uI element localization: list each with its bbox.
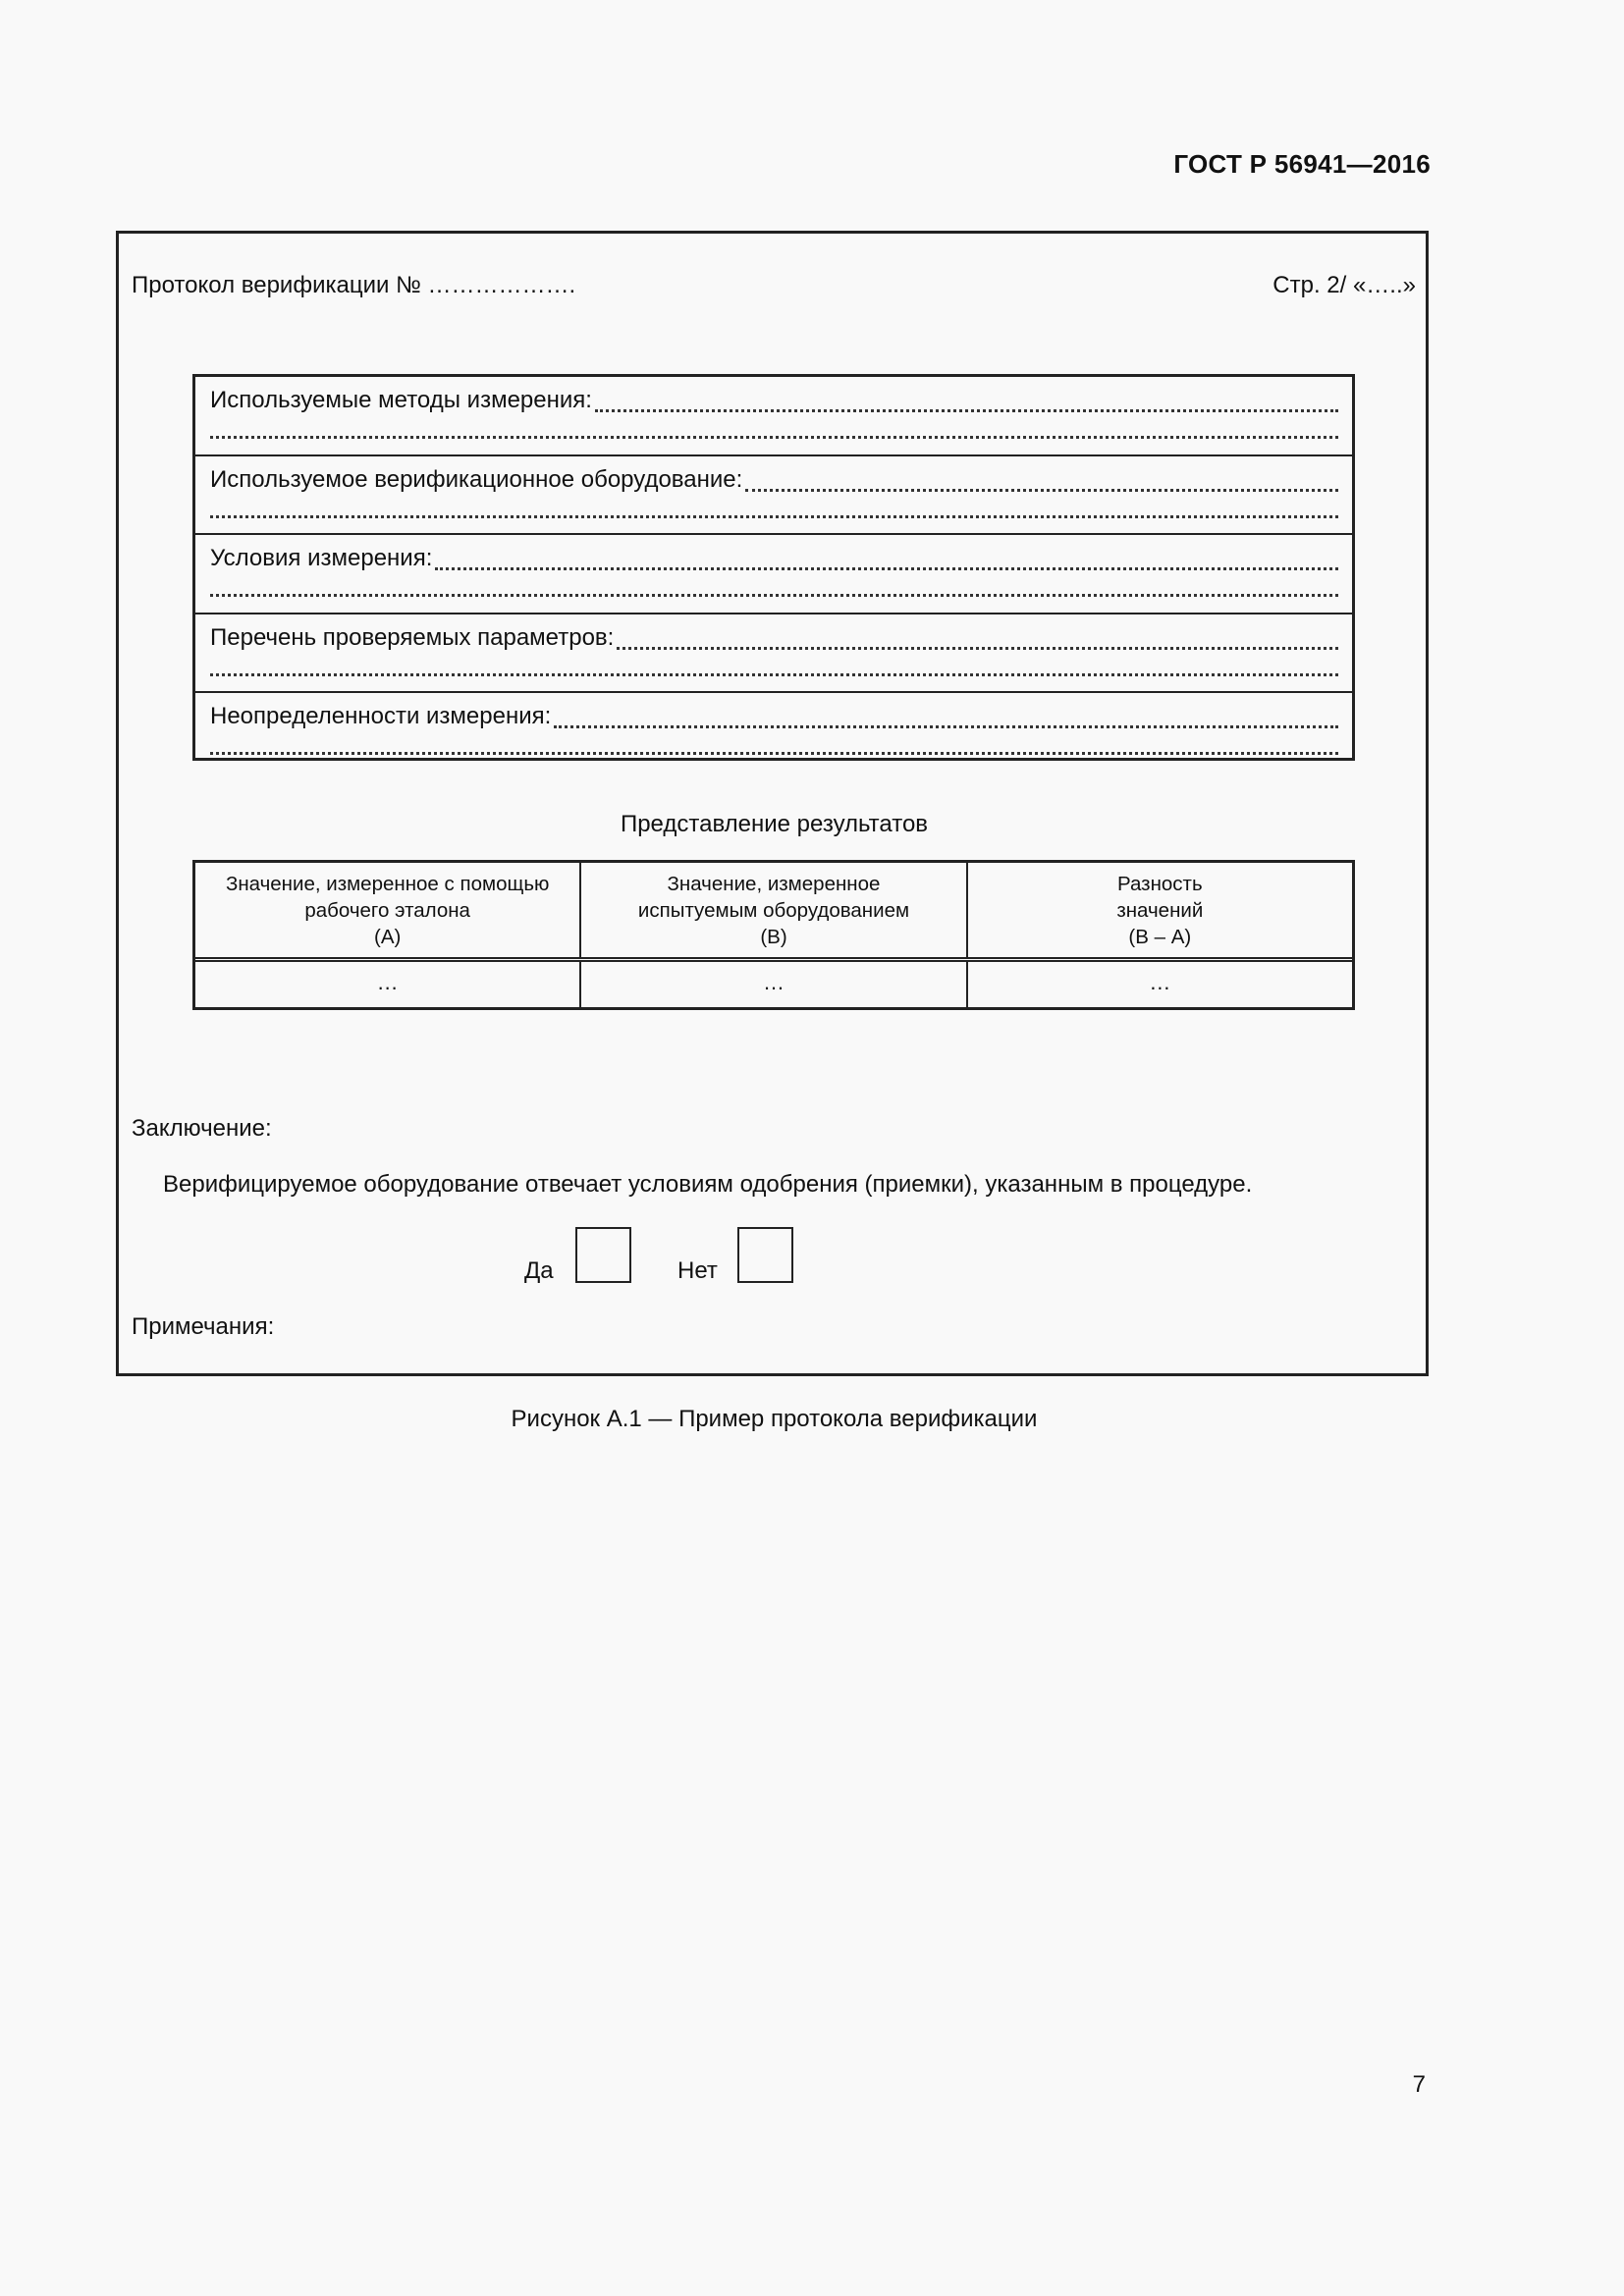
- conclusion-label: Заключение:: [132, 1115, 272, 1142]
- protocol-page-label: Стр. 2/ «…..»: [1272, 272, 1416, 298]
- dotted-fill-line: [210, 752, 1338, 755]
- info-row-label: Условия измерения:: [210, 545, 433, 571]
- column-header-tested: Значение, измеренное испытуемым оборудованием (В): [581, 863, 967, 957]
- info-row-parameters: [195, 614, 1352, 694]
- page-number: 7: [1412, 2071, 1426, 2098]
- dotted-fill-line: [745, 471, 1338, 492]
- yes-checkbox[interactable]: [575, 1227, 631, 1283]
- dotted-fill-line: [595, 392, 1338, 412]
- no-label: Нет: [677, 1257, 718, 1284]
- protocol-number-label: Протокол верификации № ……………….: [132, 272, 576, 298]
- conclusion-text: Верифицируемое оборудование отвечает условиям одобрения (приемки), указанным в процедуре.: [163, 1171, 1253, 1198]
- table-cell: …: [195, 962, 581, 1007]
- standard-code: ГОСТ Р 56941—2016: [1173, 149, 1431, 179]
- info-row-conditions: [195, 535, 1352, 614]
- figure-caption: Рисунок А.1 — Пример протокола верификации: [511, 1406, 1038, 1432]
- results-table: [192, 860, 1355, 1010]
- results-table-header: [195, 863, 1352, 962]
- notes-label: Примечания:: [132, 1313, 275, 1340]
- table-cell: …: [581, 962, 967, 1007]
- no-checkbox[interactable]: [737, 1227, 793, 1283]
- dotted-fill-line: [617, 629, 1338, 650]
- info-row-methods: [195, 377, 1352, 456]
- results-title: Представление результатов: [620, 811, 929, 837]
- dotted-fill-line: [210, 515, 1338, 518]
- table-cell: …: [1149, 970, 1171, 994]
- dotted-fill-line: [210, 594, 1338, 597]
- table-row: [195, 962, 1352, 1007]
- info-row-label: Перечень проверяемых параметров:: [210, 623, 615, 651]
- dotted-fill-line: [210, 436, 1338, 439]
- dotted-fill-line: [210, 673, 1338, 676]
- info-row-label: Используемое верификационное оборудование:: [210, 465, 743, 493]
- info-row-label: Неопределенности измерения:: [210, 703, 552, 729]
- column-header-reference: Значение, измеренное с помощью рабочего эталона (А): [195, 863, 581, 957]
- info-row-equipment: [195, 456, 1352, 536]
- dotted-fill-line: [435, 550, 1338, 570]
- column-header-difference: Разность значений (В – А): [1116, 872, 1204, 948]
- verification-info-box: [192, 374, 1355, 761]
- yes-label: Да: [524, 1257, 554, 1284]
- dotted-fill-line: [554, 708, 1338, 728]
- info-row-uncertainty: [195, 693, 1352, 771]
- info-row-label: Используемые методы измерения:: [210, 387, 592, 413]
